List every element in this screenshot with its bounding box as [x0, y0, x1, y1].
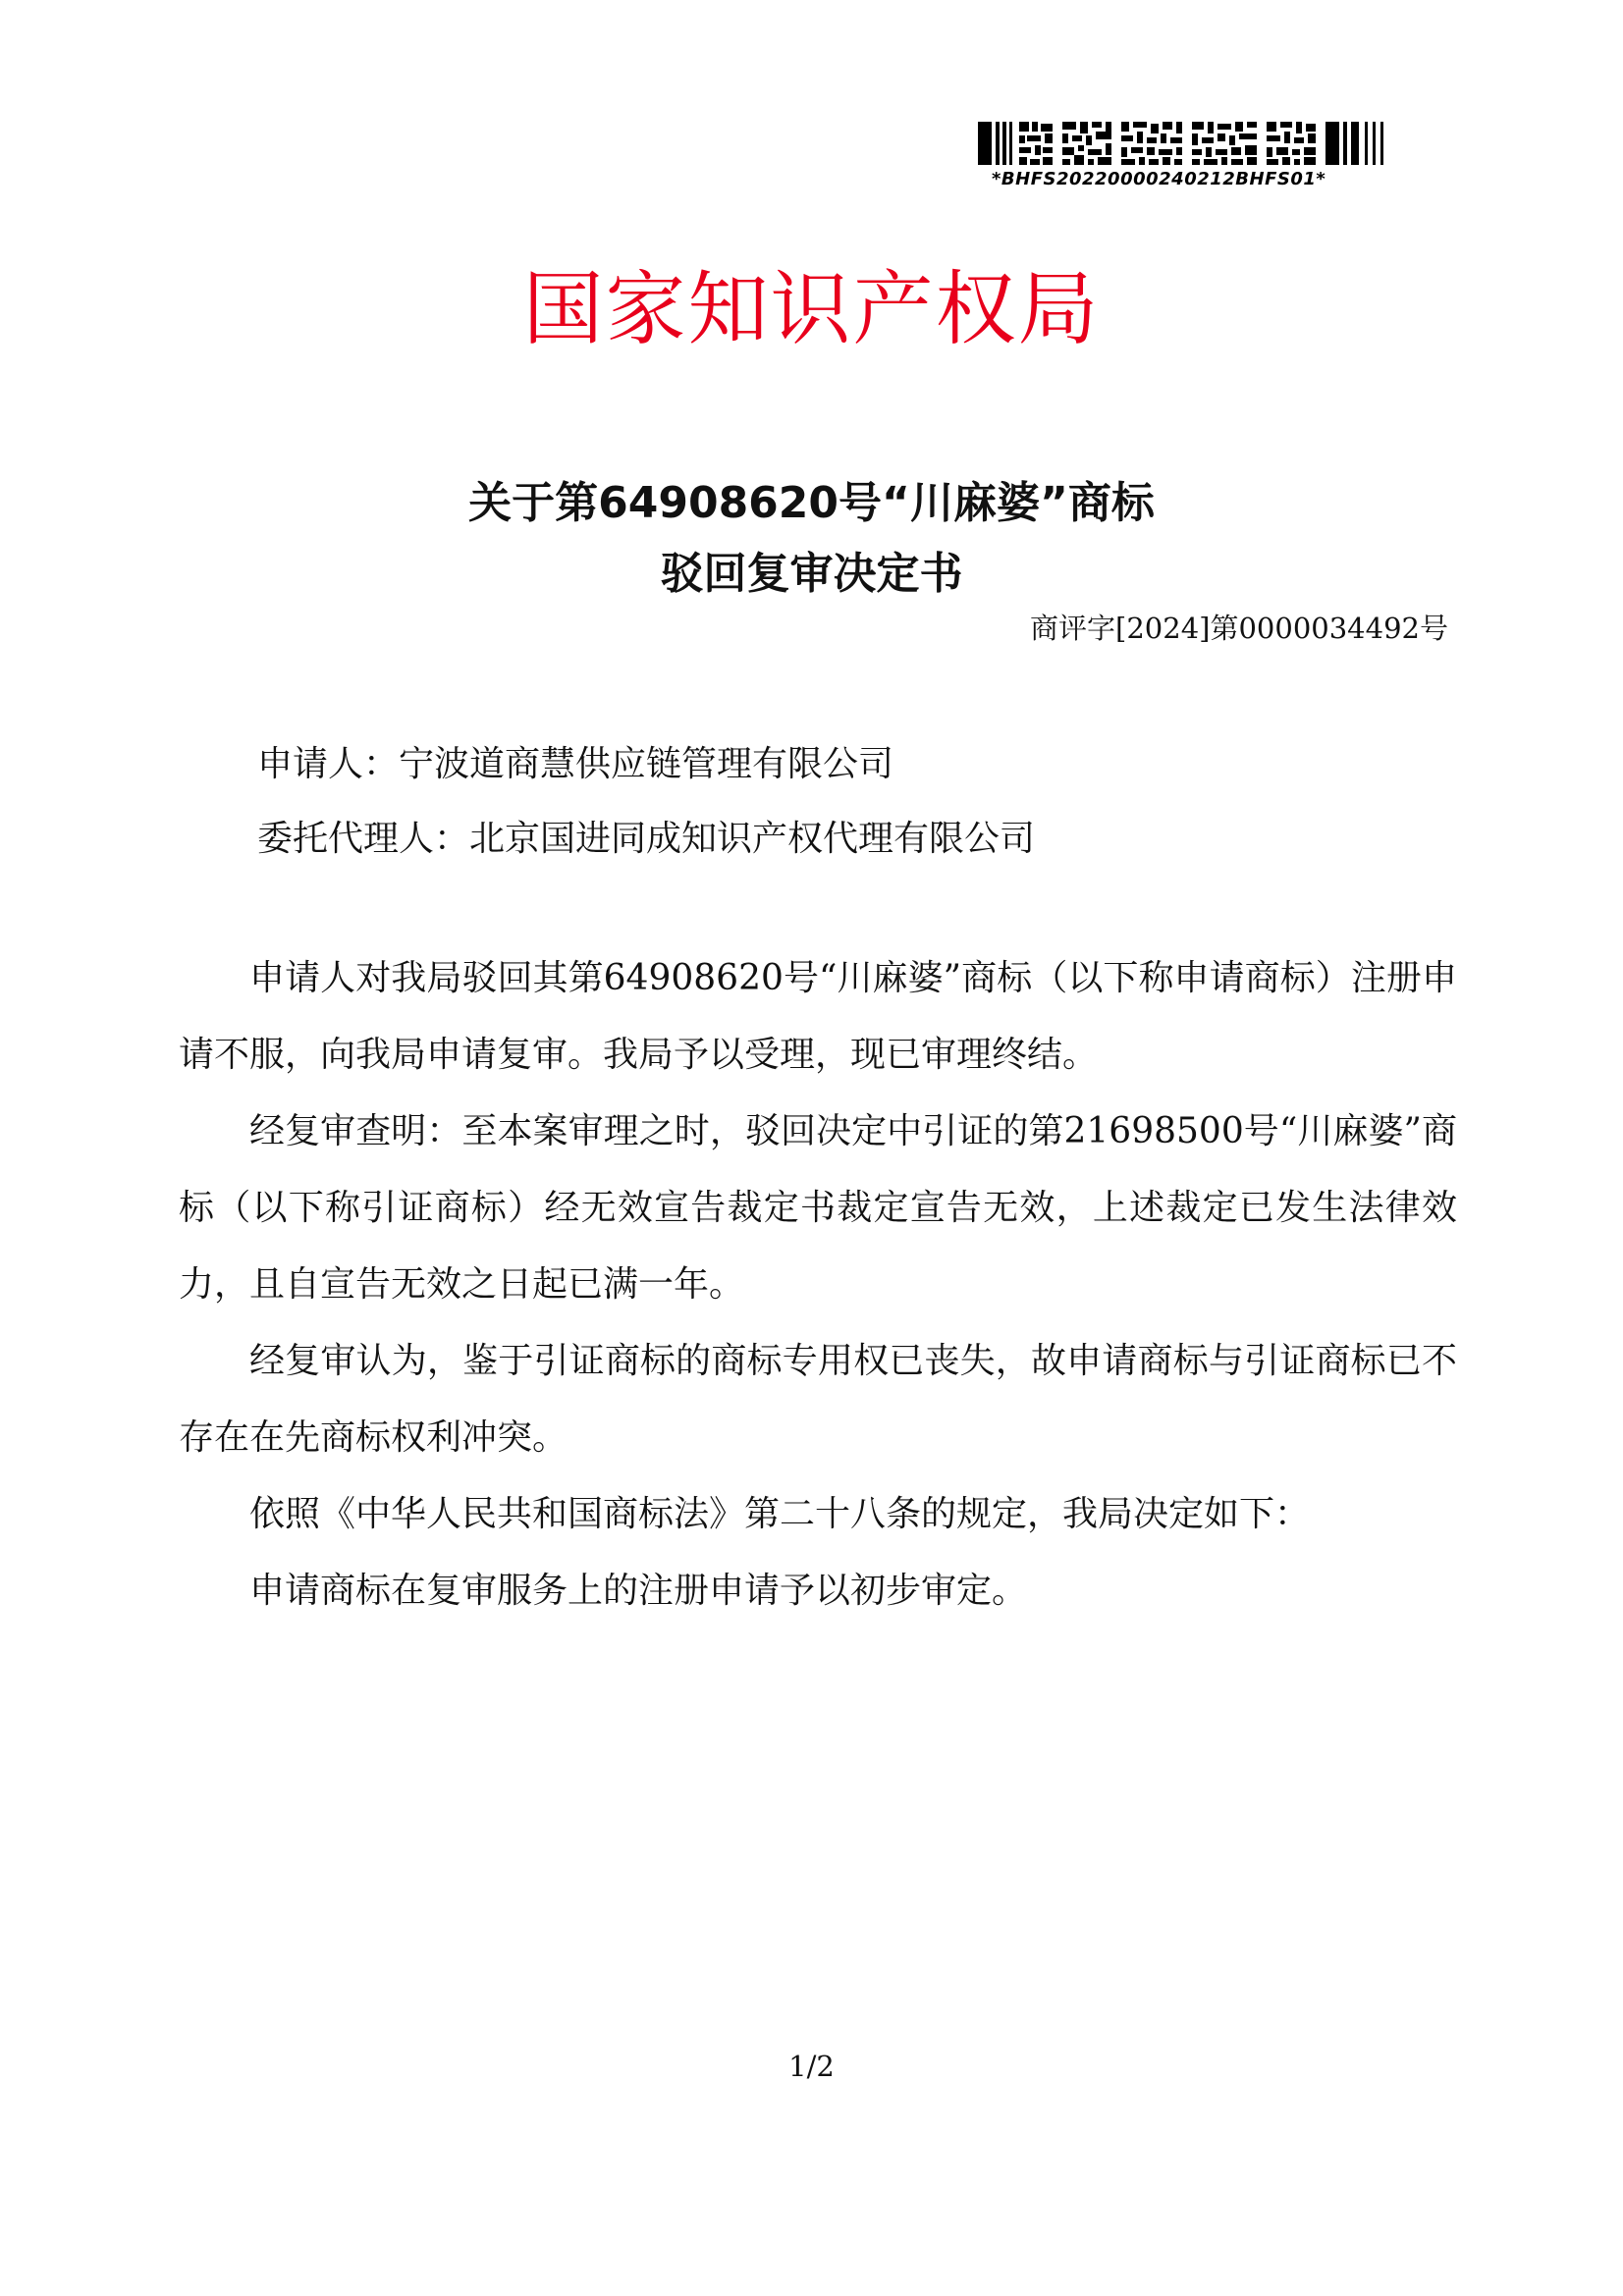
paragraph-legal-basis: 依照《中华人民共和国商标法》第二十八条的规定，我局决定如下： — [249, 1494, 1311, 1534]
decision-body — [179, 940, 1457, 1629]
paragraph-request: 申请人对我局驳回其第64908620号“川麻婆”商标（以下称申请商标）注册申请不服，向我局申请复审。我局予以受理，现已审理终结。 — [179, 958, 1457, 1075]
paragraph-reasoning: 经复审认为，鉴于引证商标的商标专用权已丧失，故申请商标与引证商标已不存在在先商标权利冲突。 — [179, 1341, 1457, 1458]
document-title-line-1: 关于第64908620号“川麻婆”商标 — [468, 478, 1155, 528]
agent-line: 委托代理人：北京国进同成知识产权代理有限公司 — [257, 819, 1036, 859]
paragraph-decision: 申请商标在复审服务上的注册申请予以初步审定。 — [249, 1571, 1028, 1611]
document-title-line-2: 驳回复审决定书 — [660, 549, 963, 599]
barcode — [978, 122, 1390, 165]
barcode-code: *BHFS20220000240212BHFS01* — [992, 169, 1326, 189]
document-number: 商评字[2024]第0000034492号 — [1030, 612, 1448, 645]
page-number: 1/2 — [788, 2050, 835, 2083]
paragraph-findings: 经复审查明：至本案审理之时，驳回决定中引证的第21698500号“川麻婆”商标（以下称引证商标）经无效宣告裁定书裁定宣告无效，上述裁定已发生法律效力，且自宣告无效之日起已满一年。 — [179, 1111, 1457, 1305]
agency-name: 国家知识产权局 — [522, 263, 1101, 356]
applicant-line: 申请人：宁波道商慧供应链管理有限公司 — [257, 744, 894, 784]
